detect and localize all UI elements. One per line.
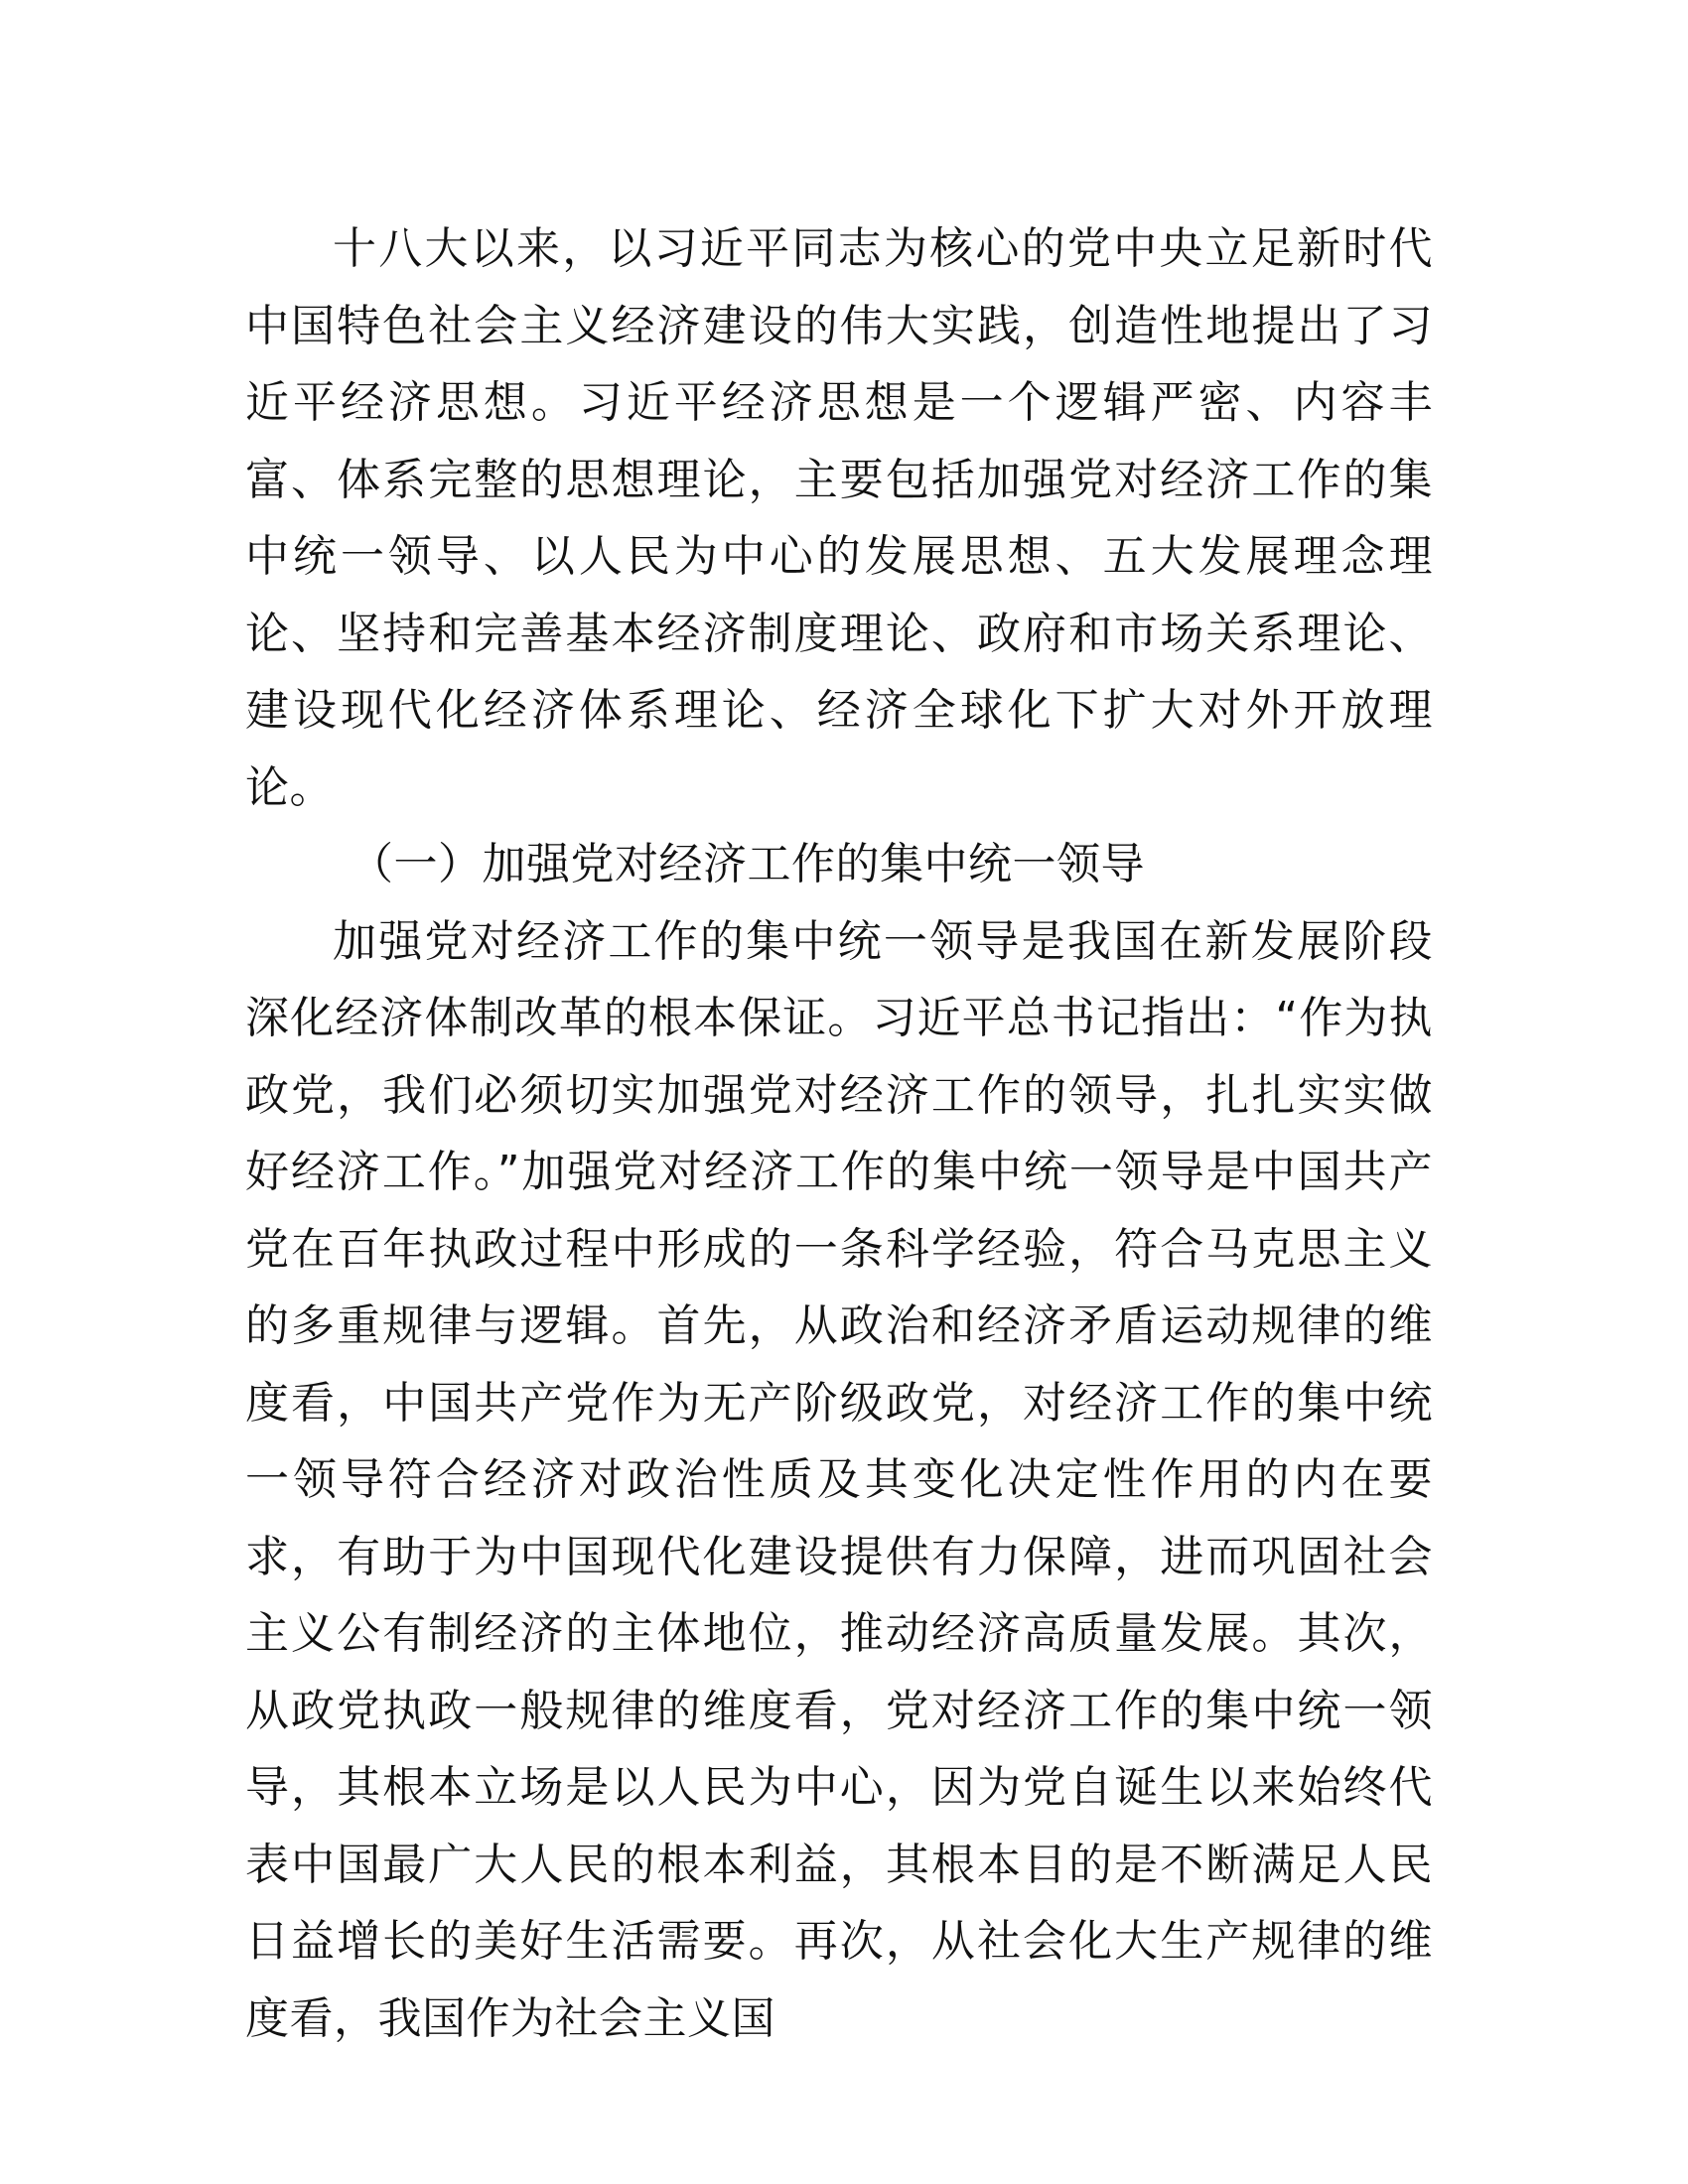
intro-paragraph: 十八大以来，以习近平同志为核心的党中央立足新时代中国特色社会主义经济建设的伟大实践，创造性地提出了习近平经济思想。习近平经济思想是一个逻辑严密、内容丰富、体系完整的思想理论，主要包括加强党对经济工作的集中统一领导、以人民为中心的发展思想、五大发展理念理论、坚持和完善基本经济制度理论、政府和市场关系理论、建设现代化经济体系理论、经济全球化下扩大对外开放理论。 — [245, 223, 1433, 813]
document-body — [245, 210, 1433, 2057]
body-paragraph: 加强党对经济工作的集中统一领导是我国在新发展阶段深化经济体制改革的根本保证。习近平总书记指出：“作为执政党，我们必须切实加强党对经济工作的领导，扎扎实实做好经济工作。”加强党对经济工作的集中统一领导是中国共产党在百年执政过程中形成的一条科学经验，符合马克思主义的多重规律与逻辑。首先，从政治和经济矛盾运动规律的维度看，中国共产党作为无产阶级政党，对经济工作的集中统一领导符合经济对政治性质及其变化决定性作用的内在要求，有助于为中国现代化建设提供有力保障，进而巩固社会主义公有制经济的主体地位，推动经济高质量发展。其次，从政党执政一般规律的维度看，党对经济工作的集中统一领导，其根本立场是以人民为中心，因为党自诞生以来始终代表中国最广大人民的根本利益，其根本目的是不断满足人民日益增长的美好生活需要。再次，从社会化大生产规律的维度看，我国作为社会主义国 — [245, 915, 1433, 2044]
section-heading: （一）加强党对经济工作的集中统一领导 — [350, 839, 1145, 889]
